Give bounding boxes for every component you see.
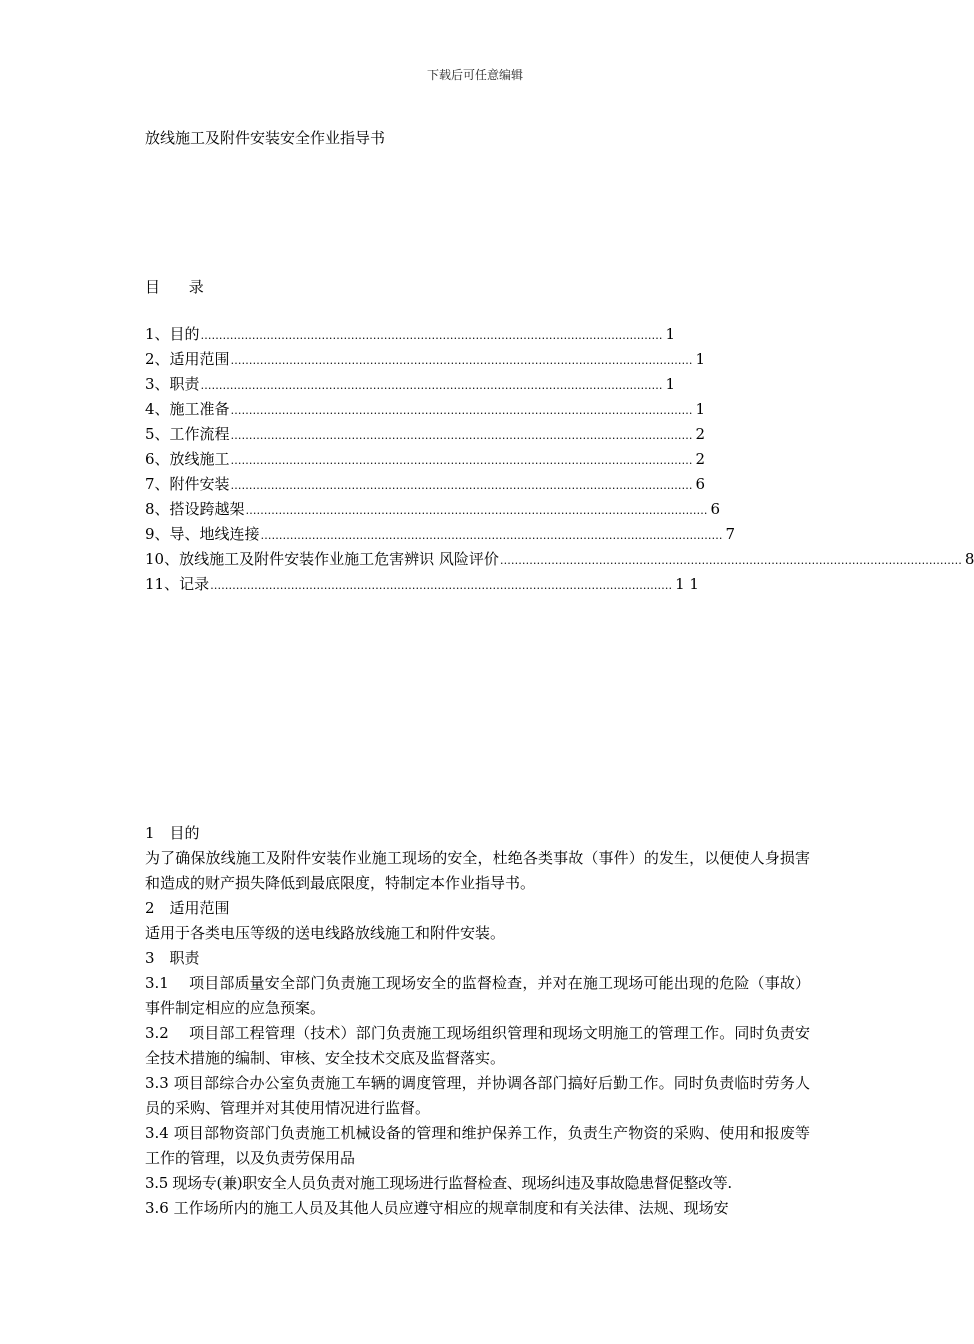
toc-item-page: 7 xyxy=(725,525,736,543)
duty-paragraph-3-5: 3.5 现场专(兼)职安全人员负责对施工现场进行监督检查、现场纠违及事故隐患督促整改等. xyxy=(145,1174,732,1192)
table-of-contents xyxy=(145,323,974,598)
toc-item[interactable] xyxy=(145,498,721,523)
toc-item-page: 1 1 xyxy=(675,575,699,593)
toc-item[interactable] xyxy=(145,548,974,573)
toc-item-label: 4、施工准备 xyxy=(145,400,230,418)
toc-item-page: 1 xyxy=(665,325,676,343)
toc-item-label: 8、搭设跨越架 xyxy=(145,500,245,518)
section-text-scope: 适用于各类电压等级的送电线路放线施工和附件安装。 xyxy=(145,924,506,942)
toc-item-page: 8 xyxy=(964,550,974,568)
toc-leader-dots: ……………………………………………………………………………………………………………… xyxy=(260,529,723,542)
toc-item-label: 10、放线施工及附件安装作业施工危害辨识 风险评价 xyxy=(145,550,499,568)
toc-item-label: 9、导、地线连接 xyxy=(145,525,260,543)
toc-heading: 目 录 xyxy=(145,278,216,296)
toc-leader-dots: ……………………………………………………………………………………………………………… xyxy=(230,454,693,467)
toc-item-label: 6、放线施工 xyxy=(145,450,230,468)
toc-item-page: 6 xyxy=(695,475,706,493)
toc-item[interactable] xyxy=(145,423,706,448)
toc-item[interactable] xyxy=(145,573,699,598)
toc-item-label: 11、记录 xyxy=(145,575,210,593)
toc-item-page: 2 xyxy=(695,425,706,443)
toc-item[interactable] xyxy=(145,398,706,423)
duty-paragraph-3-2: 3.2 项目部工程管理（技术）部门负责施工现场组织管理和现场文明施工的管理工作。同时负责安全技术措施的编制、审核、安全技术交底及监督落实。 xyxy=(145,1024,810,1067)
toc-leader-dots: ……………………………………………………………………………………………………………… xyxy=(230,354,693,367)
toc-leader-dots: ……………………………………………………………………………………………………………… xyxy=(245,504,708,517)
toc-item-label: 3、职责 xyxy=(145,375,200,393)
toc-item[interactable] xyxy=(145,348,706,373)
section-heading-purpose: 1 目的 xyxy=(145,824,200,842)
duty-paragraph-3-6: 3.6 工作场所内的施工人员及其他人员应遵守相应的规章制度和有关法律、法规、现场安 xyxy=(145,1199,729,1217)
toc-item-page: 1 xyxy=(695,350,706,368)
toc-item-label: 2、适用范围 xyxy=(145,350,230,368)
toc-item[interactable] xyxy=(145,523,736,548)
toc-leader-dots: ……………………………………………………………………………………………………………… xyxy=(210,579,673,592)
toc-item-label: 1、目的 xyxy=(145,325,200,343)
toc-item[interactable] xyxy=(145,323,676,348)
toc-leader-dots: ……………………………………………………………………………………………………………… xyxy=(200,379,663,392)
toc-leader-dots: ……………………………………………………………………………………………………………… xyxy=(200,329,663,342)
toc-item[interactable] xyxy=(145,448,706,473)
toc-item-page: 6 xyxy=(710,500,721,518)
toc-item-page: 1 xyxy=(665,375,676,393)
toc-item-label: 7、附件安装 xyxy=(145,475,230,493)
toc-leader-dots: ……………………………………………………………………………………………………………… xyxy=(499,554,962,567)
document-title: 放线施工及附件安装安全作业指导书 xyxy=(145,129,386,147)
toc-leader-dots: ……………………………………………………………………………………………………………… xyxy=(230,404,693,417)
toc-leader-dots: ……………………………………………………………………………………………………………… xyxy=(230,429,693,442)
section-heading-duties: 3 职责 xyxy=(145,949,200,967)
toc-item[interactable] xyxy=(145,473,706,498)
page-header-note: 下载后可任意编辑 xyxy=(426,68,523,82)
toc-item[interactable] xyxy=(145,373,676,398)
toc-item-label: 5、工作流程 xyxy=(145,425,230,443)
toc-item-page: 1 xyxy=(695,400,706,418)
toc-leader-dots: ……………………………………………………………………………………………………………… xyxy=(230,479,693,492)
duty-paragraph-3-3: 3.3 项目部综合办公室负责施工车辆的调度管理，并协调各部门搞好后勤工作。同时负责临时劳务人员的采购、管理并对其使用情况进行监督。 xyxy=(145,1074,810,1117)
toc-item-page: 2 xyxy=(695,450,706,468)
section-heading-scope: 2 适用范围 xyxy=(145,899,230,917)
duty-paragraph-3-1: 3.1 项目部质量安全部门负责施工现场安全的监督检查，并对在施工现场可能出现的危险（事故）事件制定相应的应急预案。 xyxy=(145,974,810,1017)
section-text-purpose: 为了确保放线施工及附件安装作业施工现场的安全，杜绝各类事故（事件）的发生，以便使人身损害和造成的财产损失降低到最底限度，特制定本作业指导书。 xyxy=(145,849,810,892)
document-body xyxy=(145,821,810,1221)
duty-paragraph-3-4: 3.4 项目部物资部门负责施工机械设备的管理和维护保养工作，负责生产物资的采购、使用和报废等工作的管理，以及负责劳保用品 xyxy=(145,1124,810,1167)
